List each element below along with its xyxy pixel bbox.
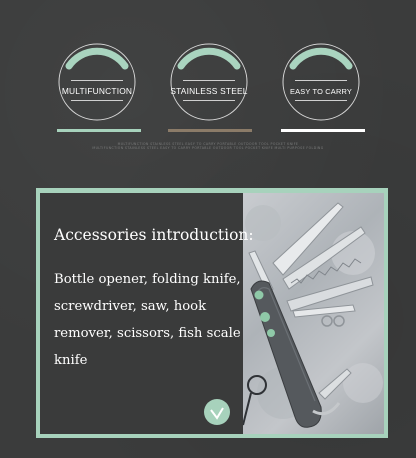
badge-ring xyxy=(55,40,139,124)
badge-multifunction xyxy=(55,40,139,124)
badge-label: STAINLESS STEEL xyxy=(170,86,248,96)
badge-divider-bottom xyxy=(71,100,123,101)
badge-underbar-stainless-steel xyxy=(168,129,252,132)
badge-divider-bottom xyxy=(183,100,235,101)
fine-print xyxy=(60,142,356,150)
badge-underbar-easy-to-carry xyxy=(281,129,365,132)
badge-stainless-steel xyxy=(167,40,251,124)
badge-divider-top xyxy=(71,80,123,81)
badge-ring xyxy=(279,40,363,124)
check-icon xyxy=(203,398,231,426)
badge-easy-to-carry xyxy=(279,40,363,124)
badge-ring xyxy=(167,40,251,124)
panel-description: Bottle opener, folding knife, screwdriver, saw, hook remover, scissors, fish scale knife xyxy=(54,272,241,368)
panel-title: Accessories introduction: xyxy=(54,226,254,244)
badge-label: EASY TO CARRY xyxy=(289,87,353,96)
multitool-illustration xyxy=(243,193,384,434)
badge-divider-top xyxy=(295,80,347,81)
badge-divider-top xyxy=(183,80,235,81)
badge-label: MULTIFUNCTION xyxy=(61,86,133,96)
badge-divider-bottom xyxy=(295,100,347,101)
fine-print-line: MULTIFUNCTION STAINLESS STEEL EASY TO CARRY PORTABLE OUTDOOR TOOL POCKET KNIFE xyxy=(117,142,299,146)
multitool-knife-image xyxy=(243,193,384,434)
fine-print-line: MULTIFUNCTION STAINLESS STEEL EASY TO CARRY PORTABLE OUTDOOR TOOL POCKET KNIFE MULTI PURPOSE FOLDING xyxy=(92,146,324,150)
badge-underbar-multifunction xyxy=(57,129,141,132)
